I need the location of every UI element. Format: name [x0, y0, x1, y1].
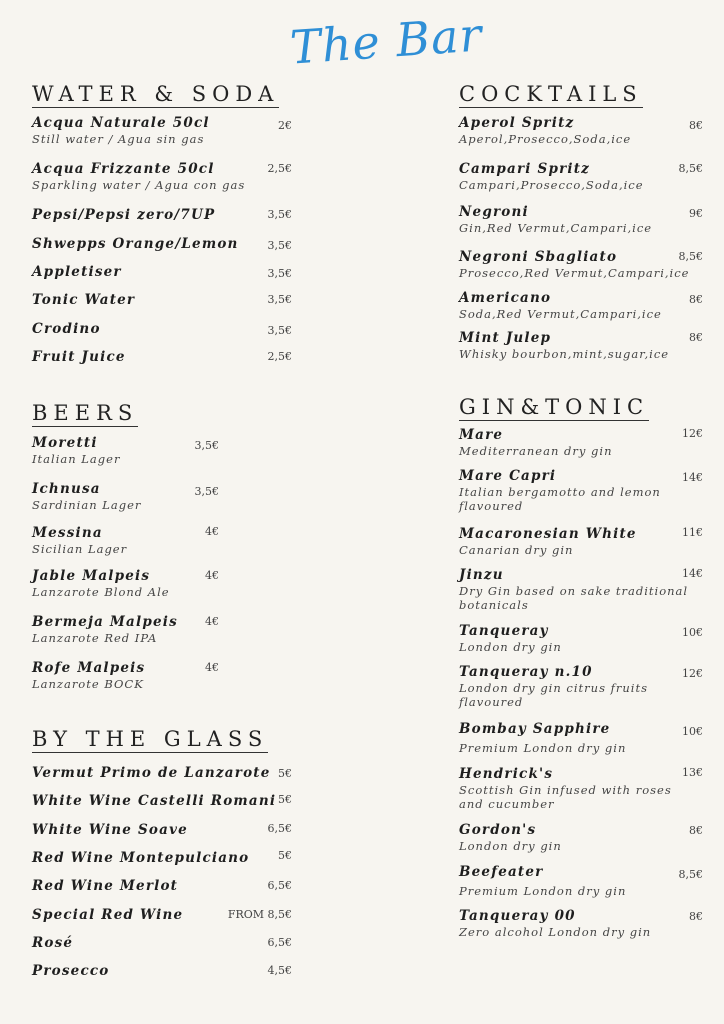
item-price: 12€	[682, 427, 703, 440]
item-desc: Sparkling water / Agua con gas	[32, 178, 246, 192]
item-name: Fruit Juice	[32, 349, 126, 365]
menu-item	[459, 249, 689, 280]
water-soda-heading: WATER & SODA	[32, 82, 280, 106]
item-desc: Whisky bourbon,mint,sugar,ice	[459, 347, 670, 361]
item-name: Campari Spritz	[459, 161, 591, 177]
menu-item	[459, 623, 562, 654]
item-price: 8,5€	[678, 250, 703, 263]
item-price: 3,5€	[267, 324, 292, 337]
menu-item	[32, 660, 145, 691]
item-desc: Italian Lager	[32, 452, 121, 466]
item-name: Moretti	[32, 435, 98, 451]
item-price: 8€	[689, 119, 703, 132]
item-desc: botanicals	[459, 598, 529, 612]
item-price: 13€	[682, 766, 703, 779]
menu-item	[32, 568, 170, 599]
menu-item	[32, 822, 188, 839]
item-price: 10€	[682, 725, 703, 738]
item-price: 14€	[682, 567, 703, 580]
item-price: 9€	[689, 207, 703, 220]
item-price: 8€	[689, 331, 703, 344]
item-price: 3,5€	[194, 439, 219, 452]
menu-item	[32, 935, 73, 952]
menu-item	[32, 161, 245, 192]
item-name: Messina	[32, 525, 103, 541]
menu-item	[32, 435, 120, 466]
menu-item	[32, 292, 135, 309]
item-desc: Italian bergamotto and lemon	[459, 485, 661, 499]
menu-item	[459, 766, 672, 811]
menu-item	[32, 765, 271, 782]
item-desc: Prosecco,Red Vermut,Campari,ice	[459, 266, 690, 280]
item-desc: Sicilian Lager	[32, 542, 128, 556]
item-desc: London dry gin citrus fruits	[459, 681, 648, 695]
item-price: 10€	[682, 626, 703, 639]
item-name: Crodino	[32, 321, 101, 337]
item-name: Special Red Wine	[32, 907, 184, 923]
item-desc: Campari,Prosecco,Soda,ice	[459, 178, 644, 192]
cocktails-heading: COCKTAILS	[459, 82, 643, 106]
item-price: 2€	[278, 119, 292, 132]
item-price: 5€	[278, 849, 292, 862]
menu-item	[32, 481, 141, 512]
gin-tonic-heading: GIN&TONIC	[459, 395, 650, 419]
item-desc: Canarian dry gin	[459, 543, 574, 557]
item-name: White Wine Castelli Romani	[32, 793, 277, 809]
menu-item	[32, 963, 110, 980]
item-name: Shwepps Orange/Lemon	[32, 236, 239, 252]
item-name: Negroni Sbagliato	[459, 249, 618, 265]
beers-heading: BEERS	[32, 401, 139, 425]
item-price: 6,5€	[267, 936, 292, 949]
menu-item	[32, 115, 210, 146]
item-price: 3,5€	[194, 485, 219, 498]
item-desc: and cucumber	[459, 797, 555, 811]
item-name: Americano	[459, 290, 552, 306]
item-name: Rosé	[32, 935, 74, 951]
menu-item	[459, 161, 644, 192]
item-desc: Lanzarote BOCK	[32, 677, 144, 691]
item-price: 14€	[682, 471, 703, 484]
item-desc: flavoured	[459, 499, 524, 513]
menu-item	[32, 207, 215, 224]
item-name: Bombay Sapphire	[459, 721, 611, 737]
by-the-glass-heading: BY THE GLASS	[32, 727, 269, 751]
item-name: Ichnusa	[32, 481, 101, 497]
item-desc: Sardinian Lager	[32, 498, 142, 512]
item-desc: Dry Gin based on sake traditional	[459, 584, 689, 598]
item-name: Acqua Naturale 50cl	[32, 115, 210, 131]
item-desc: London dry gin	[459, 640, 562, 654]
menu-item	[32, 236, 239, 253]
menu-item	[459, 526, 637, 557]
item-price: 4,5€	[267, 964, 292, 977]
menu-item	[32, 878, 178, 895]
item-desc: Aperol,Prosecco,Soda,ice	[459, 132, 632, 146]
item-name: Pepsi/Pepsi zero/7UP	[32, 207, 216, 223]
item-name: White Wine Soave	[32, 822, 188, 838]
item-price: 4€	[205, 569, 219, 582]
item-desc: Soda,Red Vermut,Campari,ice	[459, 307, 662, 321]
menu-item	[459, 567, 688, 612]
menu-item	[459, 908, 651, 939]
item-price: 8€	[689, 824, 703, 837]
item-name: Mare	[459, 427, 504, 443]
menu-item	[459, 822, 562, 853]
item-desc: Scottish Gin infused with roses	[459, 783, 672, 797]
item-name: Aperol Spritz	[459, 115, 575, 131]
item-name: Negroni	[459, 204, 529, 220]
item-name: Gordon's	[459, 822, 537, 838]
menu-title: The Bar	[288, 7, 485, 75]
item-price: 8€	[689, 293, 703, 306]
menu-item	[459, 864, 626, 898]
item-price: 12€	[682, 667, 703, 680]
item-price: 2,5€	[267, 162, 292, 175]
item-desc: Gin,Red Vermut,Campari,ice	[459, 221, 653, 235]
menu-item	[459, 721, 626, 755]
item-name: Tanqueray n.10	[459, 664, 593, 680]
item-name: Tanqueray 00	[459, 908, 576, 924]
menu-item	[32, 907, 183, 924]
item-name: Red Wine Montepulciano	[32, 850, 250, 866]
menu-item	[32, 614, 178, 645]
item-name: Prosecco	[32, 963, 110, 979]
item-desc: Still water / Agua sin gas	[32, 132, 205, 146]
menu-item	[32, 525, 127, 556]
item-price: 8€	[689, 910, 703, 923]
item-desc: Premium London dry gin	[459, 741, 627, 755]
item-price: FROM 8,5€	[227, 908, 292, 921]
item-desc: Zero alcohol London dry gin	[459, 925, 652, 939]
item-name: Beefeater	[459, 864, 544, 880]
menu-item	[32, 264, 122, 281]
item-name: Jinzu	[459, 567, 504, 583]
item-price: 3,5€	[267, 239, 292, 252]
item-desc: Lanzarote Blond Ale	[32, 585, 170, 599]
item-price: 5€	[278, 793, 292, 806]
item-name: Vermut Primo de Lanzarote	[32, 765, 271, 781]
item-name: Hendrick's	[459, 766, 554, 782]
item-price: 4€	[205, 615, 219, 628]
menu-item	[32, 349, 126, 366]
menu-item	[459, 330, 669, 361]
menu-item	[32, 793, 276, 810]
menu-item	[459, 115, 631, 146]
item-desc: flavoured	[459, 695, 524, 709]
item-name: Acqua Frizzante 50cl	[32, 161, 215, 177]
menu-item	[32, 850, 249, 867]
item-name: Mare Capri	[459, 468, 557, 484]
menu-item	[459, 664, 648, 709]
item-price: 6,5€	[267, 822, 292, 835]
item-desc: London dry gin	[459, 839, 562, 853]
item-desc: Mediterranean dry gin	[459, 444, 613, 458]
item-price: 6,5€	[267, 879, 292, 892]
item-price: 8,5€	[678, 868, 703, 881]
item-name: Tanqueray	[459, 623, 549, 639]
item-name: Red Wine Merlot	[32, 878, 179, 894]
menu-item	[459, 468, 661, 513]
menu-item	[32, 321, 101, 338]
item-name: Mint Julep	[459, 330, 552, 346]
item-name: Rofe Malpeis	[32, 660, 146, 676]
item-price: 8,5€	[678, 162, 703, 175]
item-price: 11€	[682, 526, 703, 539]
menu-item	[459, 204, 652, 235]
item-name: Bermeja Malpeis	[32, 614, 178, 630]
item-name: Appletiser	[32, 264, 122, 280]
item-price: 3,5€	[267, 267, 292, 280]
item-name: Macaronesian White	[459, 526, 637, 542]
menu-item	[459, 427, 613, 458]
item-name: Jable Malpeis	[32, 568, 151, 584]
item-price: 2,5€	[267, 350, 292, 363]
item-price: 4€	[205, 661, 219, 674]
item-price: 3,5€	[267, 208, 292, 221]
item-desc: Lanzarote Red IPA	[32, 631, 158, 645]
menu-item	[459, 290, 662, 321]
item-price: 3,5€	[267, 293, 292, 306]
item-price: 4€	[205, 525, 219, 538]
item-price: 5€	[278, 767, 292, 780]
item-desc: Premium London dry gin	[459, 884, 627, 898]
item-name: Tonic Water	[32, 292, 136, 308]
